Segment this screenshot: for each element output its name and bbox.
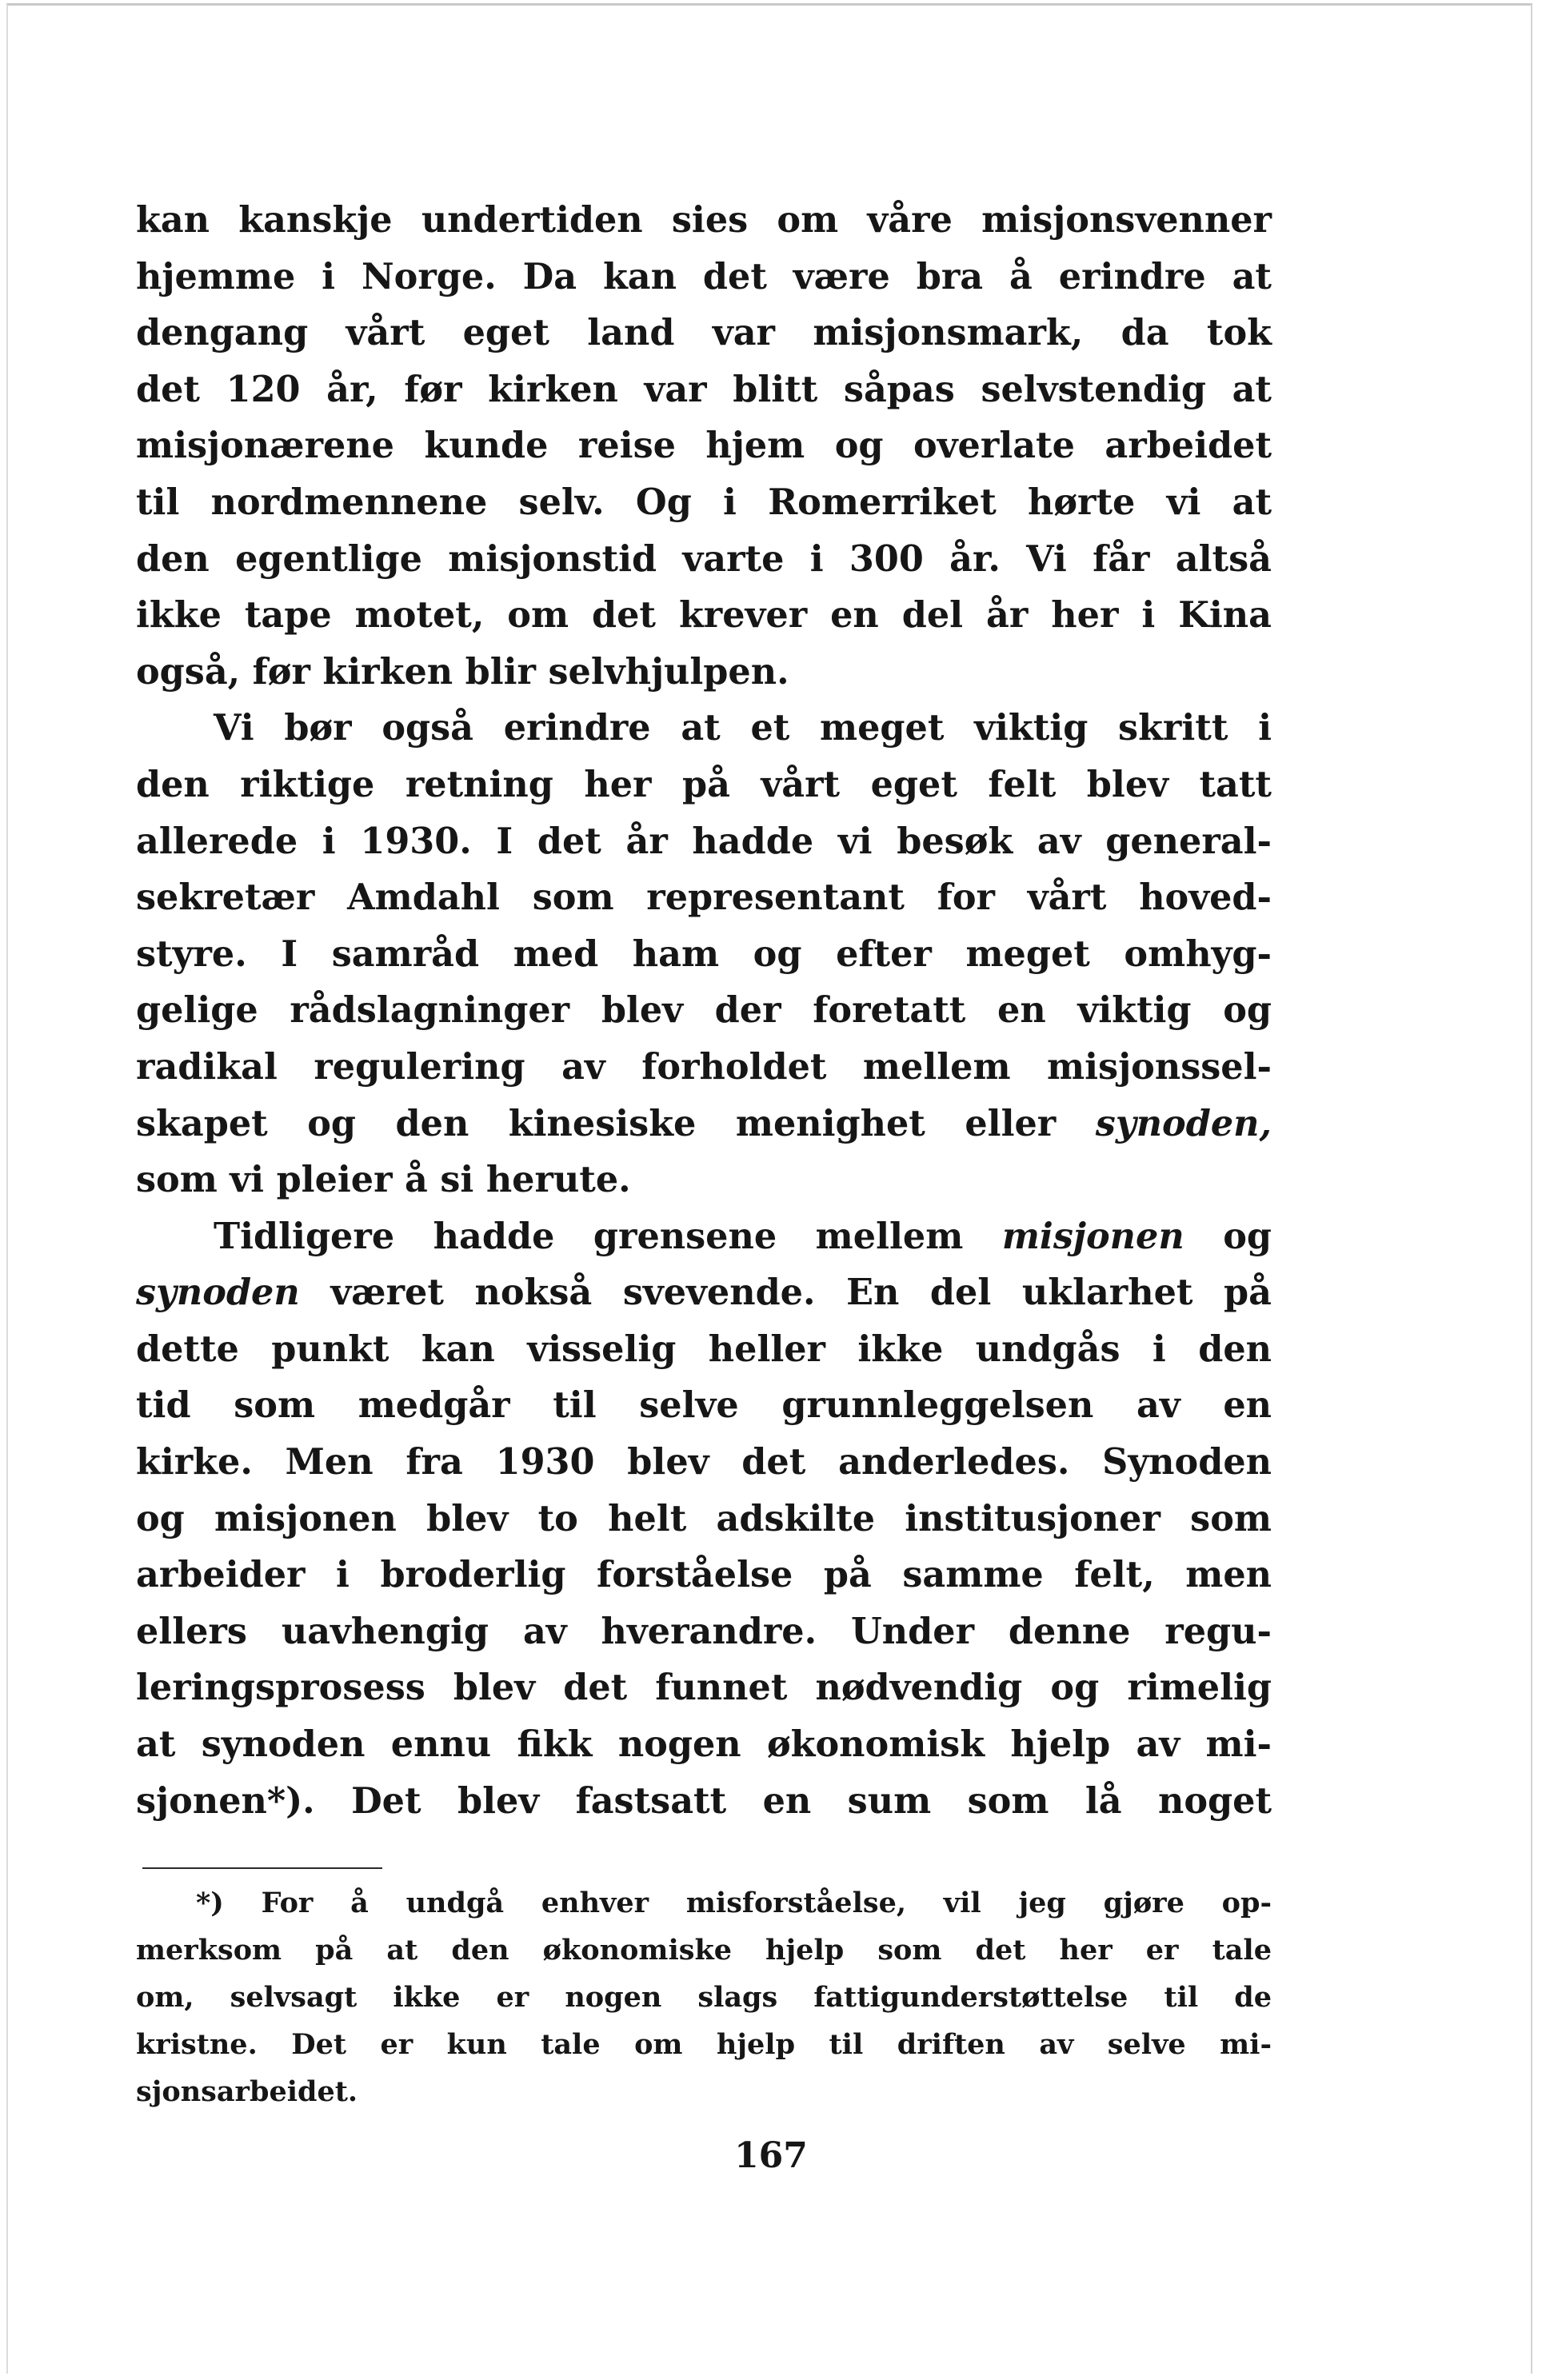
- footnote-line: merksom på at den økonomiske hjelp som det her er tale: [136, 1934, 1272, 1967]
- footnote-line: kristne. Det er kun tale om hjelp til driften av selve mi-: [136, 2028, 1272, 2061]
- body-line: kirke. Men fra 1930 blev det anderledes. Synoden: [136, 1441, 1272, 1484]
- body-line: arbeider i broderlig forståelse på samme felt, men: [136, 1554, 1272, 1596]
- footnote-line: om, selvsagt ikke er nogen slags fattigunderstøttelse til de: [136, 1981, 1272, 2014]
- body-line: som vi pleier å si herute.: [136, 1159, 631, 1201]
- body-line: allerede i 1930. I det år hadde vi besøk av general-: [136, 820, 1272, 862]
- footnote-line: sjonsarbeidet.: [136, 2075, 358, 2108]
- footnote-divider: [142, 1867, 382, 1869]
- body-line: styre. I samråd med ham og efter meget omhyg-: [136, 932, 1272, 975]
- body-line: det 120 år, før kirken var blitt såpas selvstendig at: [136, 368, 1272, 410]
- footnote-line: *) For å undgå enhver misforståelse, vil jeg gjøre op-: [196, 1887, 1272, 1919]
- body-line: [136, 1264, 1272, 1321]
- body-line: at synoden ennu fikk nogen økonomisk hjelp av mi-: [136, 1723, 1272, 1766]
- body-line: gelige rådslagninger blev der foretatt en viktig og: [136, 989, 1272, 1032]
- body-line: ikke tape motet, om det krever en del år her i Kina: [136, 594, 1272, 637]
- italic-word: synoden: [136, 1272, 300, 1314]
- body-line-text: og: [1223, 1215, 1272, 1257]
- footnote: [136, 1879, 1272, 2115]
- body-line: leringsprosess blev det funnet nødvendig og rimelig: [136, 1667, 1272, 1709]
- paragraph-start-line: [136, 1208, 1272, 1265]
- body-line: den egentlige misjonstid varte i 300 år. Vi får altså: [136, 537, 1272, 580]
- body-text: [136, 192, 1272, 1829]
- body-line: tid som medgår til selve grunnleggelsen av en: [136, 1384, 1272, 1427]
- body-line-text: Tidligere hadde grensene mellem: [214, 1215, 964, 1257]
- body-line-text: været nokså svevende. En del uklarhet på: [330, 1272, 1272, 1314]
- body-line-text: skapet og den kinesiske menighet eller: [136, 1102, 1057, 1144]
- body-line: hjemme i Norge. Da kan det være bra å erindre at: [136, 255, 1272, 298]
- body-line: kan kanskje undertiden sies om våre misjonsvenner: [136, 199, 1272, 241]
- body-line: dette punkt kan visselig heller ikke undgås i den: [136, 1328, 1272, 1370]
- body-line: dengang vårt eget land var misjonsmark, da tok: [136, 312, 1272, 354]
- body-line: sekretær Amdahl som representant for vårt hoved-: [136, 877, 1272, 919]
- italic-word: synoden,: [1095, 1102, 1272, 1144]
- body-line: sjonen*). Det blev fastsatt en sum som lå noget: [136, 1779, 1272, 1822]
- body-line: ellers uavhengig av hverandre. Under denne regu-: [136, 1610, 1272, 1652]
- page-number: 167: [734, 2135, 808, 2176]
- body-line: misjonærene kunde reise hjem og overlate arbeidet: [136, 425, 1272, 467]
- body-line: [136, 1096, 1272, 1152]
- italic-word: misjonen: [1001, 1215, 1184, 1257]
- body-line: også, før kirken blir selvhjulpen.: [136, 650, 789, 693]
- body-line: og misjonen blev to helt adskilte institusjoner som: [136, 1497, 1272, 1539]
- body-line: den riktige retning her på vårt eget felt blev tatt: [136, 763, 1272, 805]
- paragraph-start-line: Vi bør også erindre at et meget viktig skritt i: [214, 707, 1272, 749]
- body-line: radikal regulering av forholdet mellem misjonssel-: [136, 1045, 1272, 1088]
- body-line: til nordmennene selv. Og i Romerriket hørte vi at: [136, 481, 1272, 523]
